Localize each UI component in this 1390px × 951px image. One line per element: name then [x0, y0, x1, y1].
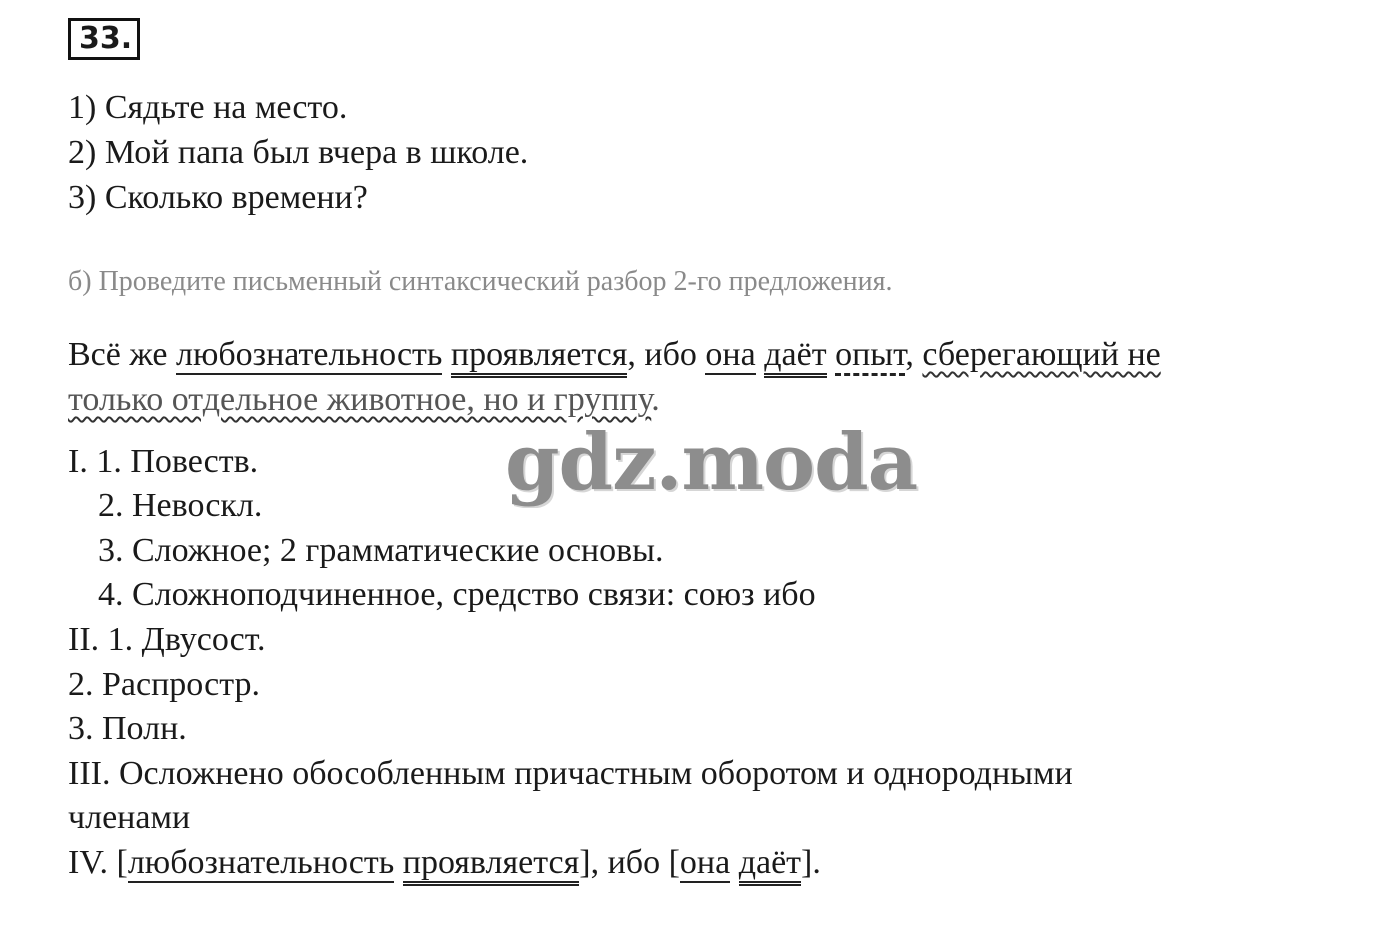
- participle-phrase-part-1: сберегающий не: [922, 336, 1161, 373]
- answer-line-1: 1) Сядьте на место.: [68, 89, 348, 126]
- sentence-object: опыт: [835, 336, 905, 376]
- analysis-i-2: 2. Невоскл.: [98, 487, 263, 524]
- instruction-text: б) Проведите письменный синтаксический разбор 2-го предложения.: [68, 266, 893, 297]
- sentence-conjunction: , ибо: [627, 336, 706, 373]
- space: [442, 336, 451, 373]
- scheme-subject-1: любознательность: [127, 844, 395, 881]
- sentence-predicate-2: даёт: [764, 336, 826, 378]
- sentence-line-1: [68, 335, 1161, 375]
- sentence-comma: ,: [905, 336, 923, 373]
- watermark-logo: gdz.moda: [505, 417, 918, 508]
- scheme-predicate-2: даёт: [739, 844, 801, 886]
- task-number-box: [68, 18, 140, 60]
- scheme-prefix: IV. [: [68, 844, 128, 881]
- analysis-i-1: I. 1. Повеств.: [68, 443, 259, 480]
- sentence-scheme: [68, 843, 821, 883]
- analysis-i-3: 3. Сложное; 2 грамматические основы.: [98, 532, 664, 569]
- sentence-line-2: [68, 380, 660, 420]
- scheme-middle: ], ибо [: [579, 844, 680, 881]
- task-number: 33.: [79, 21, 133, 56]
- analysis-ii-3: 3. Полн.: [68, 710, 187, 747]
- analysis-iii-line-2: членами: [68, 799, 191, 836]
- sentence-period: .: [651, 381, 660, 418]
- sentence-subject: любознательность: [176, 336, 443, 373]
- space: [756, 336, 765, 373]
- scheme-predicate-1: проявляется: [403, 844, 580, 886]
- scheme-end: ].: [801, 844, 821, 881]
- sentence-predicate: проявляется: [451, 336, 628, 378]
- participle-phrase-part-2: только отдельное животное, но и группу: [68, 381, 652, 418]
- analysis-i-4: 4. Сложноподчиненное, средство связи: союз ибо: [98, 576, 816, 613]
- space: [394, 844, 403, 881]
- answer-line-3: 3) Сколько времени?: [68, 179, 368, 216]
- sentence-intro: Всё же: [68, 336, 176, 373]
- analysis-ii-1: II. 1. Двусост.: [68, 621, 266, 658]
- answer-line-2: 2) Мой папа был вчера в школе.: [68, 134, 529, 171]
- space: [730, 844, 739, 881]
- analysis-iii-line-1: III. Осложнено обособленным причастным оборотом и однородными: [68, 755, 1073, 792]
- space: [827, 336, 836, 373]
- sentence-subject-2: она: [705, 336, 756, 373]
- analysis-ii-2: 2. Распростр.: [68, 666, 260, 703]
- scheme-subject-2: она: [679, 844, 731, 881]
